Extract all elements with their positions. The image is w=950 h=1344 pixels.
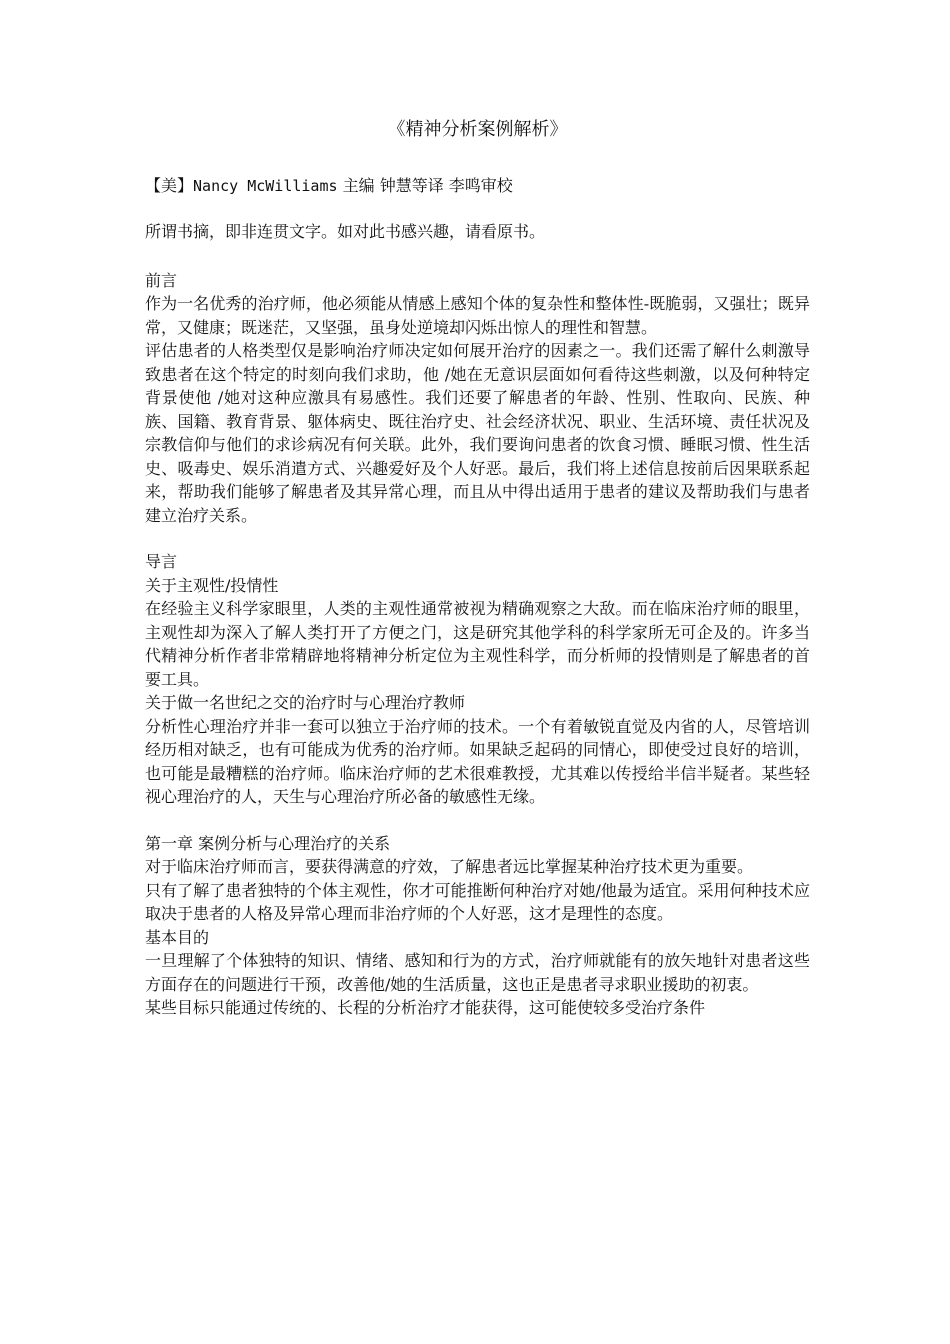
intro-paragraph-1: 在经验主义科学家眼里，人类的主观性通常被视为精确观察之大敌。而在临床治疗师的眼里，主观性却为深入了解人类打开了方便之门，这是研究其他学科的科学家所无可企及的。许多当代精神分析作者非常精辟地将精神分析定位为主观性科学，而分析师的投情则是了解患者的首要工具。 — [145, 599, 810, 689]
chapter1-heading: 第一章 案例分析与心理治疗的关系 — [145, 833, 391, 853]
intro-heading: 导言 — [145, 552, 178, 571]
chapter1-subheading: 基本目的 — [145, 927, 210, 947]
author-suffix: 主编 钟慧等译 李鸣审校 — [337, 175, 513, 195]
author-name: Nancy McWilliams — [193, 176, 338, 195]
book-title: 《精神分析案例解析》 — [387, 119, 568, 140]
intro-subheading-1: 关于主观性/投情性 — [145, 575, 279, 595]
document-page — [145, 118, 810, 1020]
chapter1-paragraph-2: 只有了解了患者独特的个体主观性，你才可能推断何种治疗对她/他最为适宜。采用何种技术应取决于患者的人格及异常心理而非治疗师的个人好恶，这才是理性的态度。 — [145, 880, 810, 923]
preface-paragraph-2: 评估患者的人格类型仅是影响治疗师决定如何展开治疗的因素之一。我们还需了解什么刺激导致患者在这个特定的时刻向我们求助，他 /她在无意识层面如何看待这些刺激，以及何种特定背景使他 /她对这种应激具有易感性。我们还要了解患者的年龄、性别、性取向、民族、种族、国籍、教育背景、躯体病史、既往治疗史、社会经济状况、职业、生活环境、责任状况及宗教信仰与他们的求诊病况有何关联。此外，我们要询问患者的饮食习惯、睡眠习惯、性生活史、吸毒史、娱乐消遣方式、兴趣爱好及个人好恶。最后，我们将上述信息按前后因果联系起来，帮助我们能够了解患者及其异常心理，而且从中得出适用于患者的建议及帮助我们与患者建立治疗关系。 — [145, 341, 810, 525]
chapter1-paragraph-3: 一旦理解了个体独特的知识、情绪、感知和行为的方式，治疗师就能有的放矢地针对患者这些方面存在的问题进行干预，改善他/她的生活质量，这也正是患者寻求职业援助的初衷。 — [145, 951, 810, 994]
excerpt-note: 所谓书摘，即非连贯文字。如对此书感兴趣，请看原书。 — [145, 222, 546, 241]
preface-heading: 前言 — [145, 270, 178, 290]
intro-subheading-2: 关于做一名世纪之交的治疗时与心理治疗教师 — [145, 693, 466, 712]
chapter1-paragraph-4: 某些目标只能通过传统的、长程的分析治疗才能获得，这可能使较多受治疗条件 — [145, 998, 706, 1017]
author-prefix: 【美】 — [145, 175, 194, 195]
preface-paragraph-1: 作为一名优秀的治疗师，他必须能从情感上感知个体的复杂性和整体性-既脆弱，又强壮；既异常，又健康；既迷茫，又坚强，虽身处逆境却闪烁出惊人的理性和智慧。 — [145, 294, 810, 337]
intro-paragraph-2: 分析性心理治疗并非一套可以独立于治疗师的技术。一个有着敏锐直觉及内省的人，尽管培训经历相对缺乏，也有可能成为优秀的治疗师。如果缺乏起码的同情心，即使受过良好的培训，也可能是最糟糕的治疗师。临床治疗师的艺术很难教授，尤其难以传授给半信半疑者。某些轻视心理治疗的人，天生与心理治疗所必备的敏感性无缘。 — [145, 716, 810, 806]
author-line — [145, 174, 810, 199]
chapter1-paragraph-1: 对于临床治疗师而言，要获得满意的疗效，了解患者远比掌握某种治疗技术更为重要。 — [145, 857, 754, 876]
